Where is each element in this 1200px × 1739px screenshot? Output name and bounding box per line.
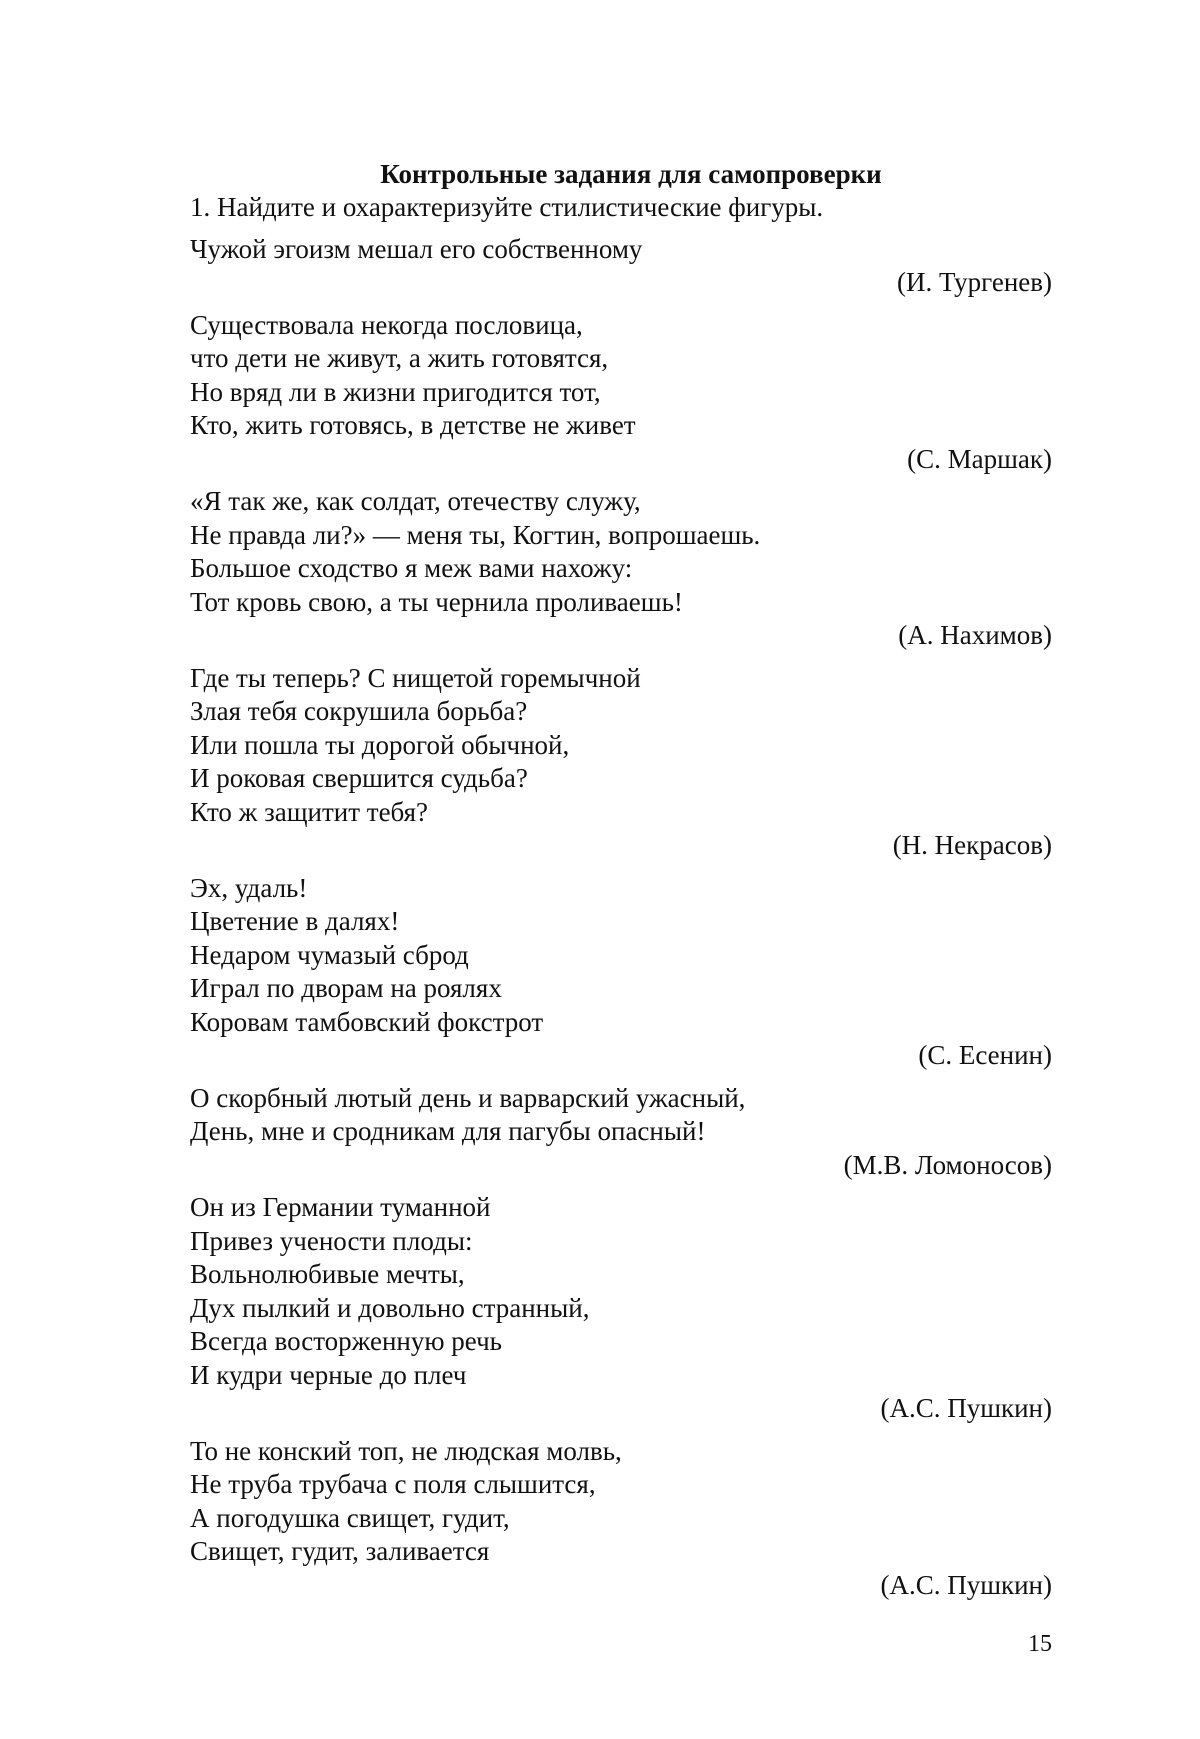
excerpt-esenin xyxy=(190,872,1052,1073)
excerpt-line: Тот кровь свою, а ты чернила проливаешь! xyxy=(190,586,683,617)
excerpt-author: (И. Тургенев) xyxy=(896,267,1052,297)
page-content xyxy=(190,158,1052,1611)
excerpt-line: что дети не живут, а жить готовятся, xyxy=(190,343,609,373)
excerpt-line: Он из Германии туманной xyxy=(190,1192,491,1222)
excerpt-line: Чужой эгоизм мешал его собственному xyxy=(190,233,643,264)
excerpt-line: Всегда восторженную речь xyxy=(190,1326,502,1356)
excerpt-author: (С. Есенин) xyxy=(918,1040,1052,1070)
excerpt-line: Или пошла ты дорогой обычной, xyxy=(190,729,570,760)
excerpt-line: Дух пылкий и довольно странный, xyxy=(190,1292,590,1323)
excerpt-author: (С. Маршак) xyxy=(907,443,1052,474)
excerpt-line: Не труба трубача с поля слышится, xyxy=(190,1469,596,1499)
excerpt-line: Свищет, гудит, заливается xyxy=(190,1536,490,1566)
excerpt-line: Не правда ли?» — меня ты, Когтин, вопрошаешь. xyxy=(190,519,761,550)
section-heading: Контрольные задания для самопроверки xyxy=(380,159,882,189)
task-instruction: 1. Найдите и охарактеризуйте стилистические фигуры. xyxy=(190,192,824,222)
excerpt-line: И кудри черные до плеч xyxy=(190,1359,467,1390)
excerpt-line: Недаром чумазый сброд xyxy=(190,939,469,970)
excerpt-line: И роковая свершится судьба? xyxy=(190,763,528,793)
excerpt-author: (А.С. Пушкин) xyxy=(880,1569,1052,1600)
excerpt-nakhimov xyxy=(190,485,1052,653)
page-number: 15 xyxy=(1028,1631,1052,1657)
excerpt-line: День, мне и сродникам для пагубы опасный! xyxy=(190,1116,706,1146)
excerpt-line: «Я так же, как солдат, отечеству служу, xyxy=(190,486,641,516)
excerpt-lomonosov xyxy=(190,1082,1052,1183)
excerpt-line: Злая тебя сокрушила борьба? xyxy=(190,696,528,726)
excerpt-author: (А.С. Пушкин) xyxy=(880,1393,1052,1423)
excerpt-pushkin-onegin xyxy=(190,1191,1052,1426)
excerpt-line: О скорбный лютый день и варварский ужасный, xyxy=(190,1082,746,1113)
excerpt-line: Но вряд ли в жизни пригодится тот, xyxy=(190,376,601,407)
excerpt-line: Привез учености плоды: xyxy=(190,1225,473,1256)
excerpt-marshak xyxy=(190,309,1052,477)
excerpt-author: (А. Нахимов) xyxy=(898,620,1052,650)
excerpt-author: (Н. Некрасов) xyxy=(892,830,1052,860)
excerpt-pushkin-song xyxy=(190,1435,1052,1603)
excerpt-line: Кто ж защитит тебя? xyxy=(190,796,429,827)
excerpt-line: Кто, жить готовясь, в детстве не живет xyxy=(190,410,636,440)
excerpt-line: Эх, удаль! xyxy=(190,872,308,903)
excerpt-line: Существовала некогда пословица, xyxy=(190,309,583,340)
excerpt-line: Играл по дворам на роялях xyxy=(190,973,502,1003)
excerpt-line: Где ты теперь? С нищетой горемычной xyxy=(190,662,641,693)
excerpt-line: Коровам тамбовский фокстрот xyxy=(190,1006,544,1037)
excerpt-line: Цветение в далях! xyxy=(190,906,400,936)
excerpt-nekrasov xyxy=(190,662,1052,863)
excerpt-line: Большое сходство я меж вами нахожу: xyxy=(190,553,633,583)
excerpt-author: (М.В. Ломоносов) xyxy=(843,1149,1052,1180)
excerpt-turgenev xyxy=(190,233,1052,300)
excerpt-line: А погодушка свищет, гудит, xyxy=(190,1502,510,1533)
excerpt-line: То не конский топ, не людская молвь, xyxy=(190,1435,622,1466)
excerpt-line: Вольнолюбивые мечты, xyxy=(190,1259,465,1289)
